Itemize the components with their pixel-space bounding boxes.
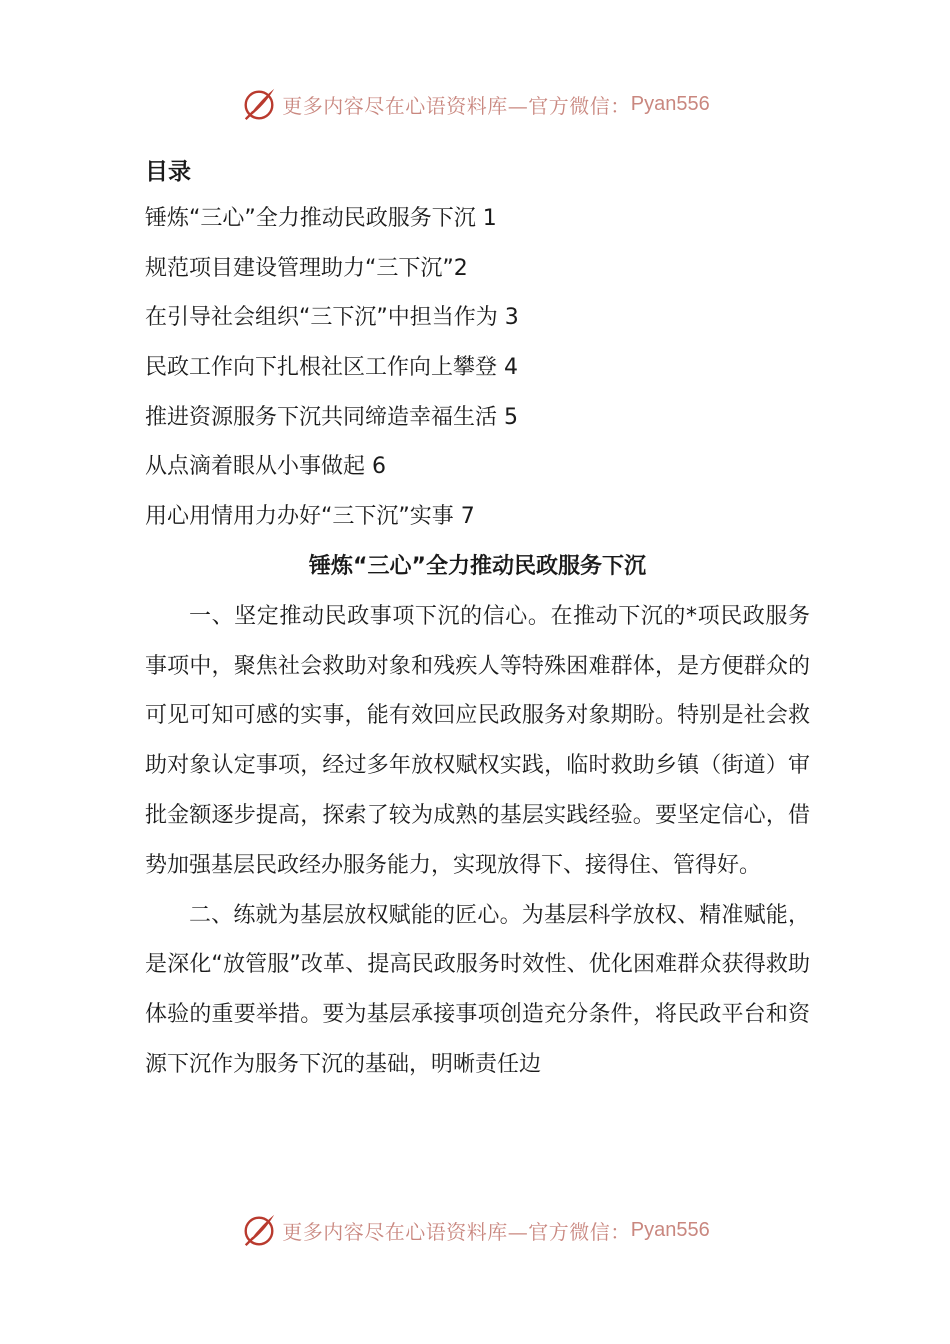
toc-item: 规范项目建设管理助力“三下沉”2: [145, 255, 468, 281]
quill-logo-icon: [240, 85, 278, 123]
toc-item: 在引导社会组织“三下沉”中担当作为 3: [145, 305, 519, 331]
toc-item: 锤炼“三心”全力推动民政服务下沉 1: [145, 206, 497, 231]
quill-logo-icon: [240, 1211, 278, 1249]
toc-item: 民政工作向下扎根社区工作向上攀登 4: [145, 355, 518, 381]
toc-title: 目录: [145, 159, 191, 185]
toc-item: 用心用情用力办好“三下沉”实事 7: [145, 504, 475, 530]
toc-list: [145, 194, 810, 542]
watermark-text: 更多内容尽在心语资料库—官方微信：: [282, 1219, 631, 1244]
header-watermark: [0, 84, 950, 124]
watermark-id: Pyan556: [630, 1218, 710, 1241]
toc-item: 推进资源服务下沉共同缔造幸福生活 5: [145, 404, 518, 430]
article-paragraph: 一、坚定推动民政事项下沉的信心。在推动下沉的*项民政服务事项中，聚焦社会救助对象和残疾人等特殊困难群体，是方便群众的可见可知可感的实事，能有效回应民政服务对象期盼。特别是社会救助对象认定事项，经过多年放权赋权实践，临时救助乡镇（街道）审批金额逐步提高，探索了较为成熟的基层实践经验。要坚定信心，借势加强基层民政经办服务能力，实现放得下、接得住、管得好。: [145, 603, 810, 878]
article-title: 锤炼“三心”全力推动民政服务下沉: [309, 553, 646, 579]
toc-item: 从点滴着眼从小事做起 6: [145, 454, 386, 480]
document-body: [145, 150, 810, 1090]
footer-watermark: [0, 1210, 950, 1250]
watermark-text: 更多内容尽在心语资料库—官方微信：: [282, 93, 631, 118]
article-paragraph: 二、练就为基层放权赋能的匠心。为基层科学放权、精准赋能，是深化“放管服”改革、提高民政服务时效性、优化困难群众获得救助体验的重要举措。要为基层承接事项创造充分条件，将民政平台和资源下沉作为服务下沉的基础，明晰责任边: [145, 902, 810, 1077]
watermark-id: Pyan556: [630, 92, 710, 115]
